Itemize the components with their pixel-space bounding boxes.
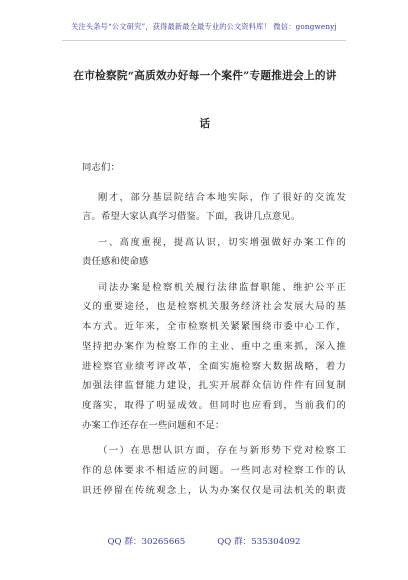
- section-heading: 一、高度重视，提高认识，切实增强做好办案工作的: [98, 237, 346, 248]
- body-line: 加强法律监督能力建设，扎实开展群众信访件件有回复制: [82, 380, 346, 391]
- document-title-line-2: 话: [199, 118, 211, 130]
- header-divider: [62, 40, 346, 41]
- body-line: 度落实，取得了明显成效。但同时也应看到，当前我们的: [82, 400, 346, 411]
- footer-qq-group-1: QQ 群：30265665: [107, 537, 186, 547]
- footer-contacts: [0, 535, 408, 547]
- body-line: 司法办案是检察机关履行法律监督职能、维护公平正: [98, 282, 346, 293]
- body-line: 刚才，部分基层院结合本地实际，作了很好的交流发: [98, 192, 346, 203]
- body-line: 本方式。近年来，全市检察机关紧紧围绕市委中心工作，: [82, 321, 346, 332]
- body-line: 办案工作还存在一些问题和不足：: [82, 420, 225, 431]
- section-heading-continued: 责任感和使命感: [82, 256, 149, 267]
- body-line: 进检察官业绩考评改革，全面实施检察大数据战略，着力: [82, 361, 346, 372]
- salutation: 同志们：: [82, 162, 120, 173]
- footer-qq-group-2: QQ 群：535304092: [217, 537, 301, 547]
- body-line: 言。希望大家认真学习借鉴。下面，我讲几点意见。: [82, 211, 301, 222]
- body-line: 作的总体要求不相适应的问题。一些同志对检察工作的认: [82, 465, 346, 476]
- body-line: 义的重要途径，也是检察机关服务经济社会发展大局的基: [82, 301, 346, 312]
- body-line: 识还停留在传统观念上，认为办案仅仅是司法机关的职责: [82, 485, 346, 496]
- body-line: 坚持把办案作为检察工作的主业、重中之重来抓，深入推: [82, 341, 346, 352]
- header-note: 关注头条号“公文研究”，获得最新最全最专业的公文资料库！ 微信：gongwenyj: [71, 22, 337, 31]
- document-title-line-1: 在市检察院“高质效办好每一个案件”专题推进会上的讲: [73, 70, 337, 82]
- body-line: （一）在思想认识方面，存在与新形势下党对检察工: [98, 445, 346, 456]
